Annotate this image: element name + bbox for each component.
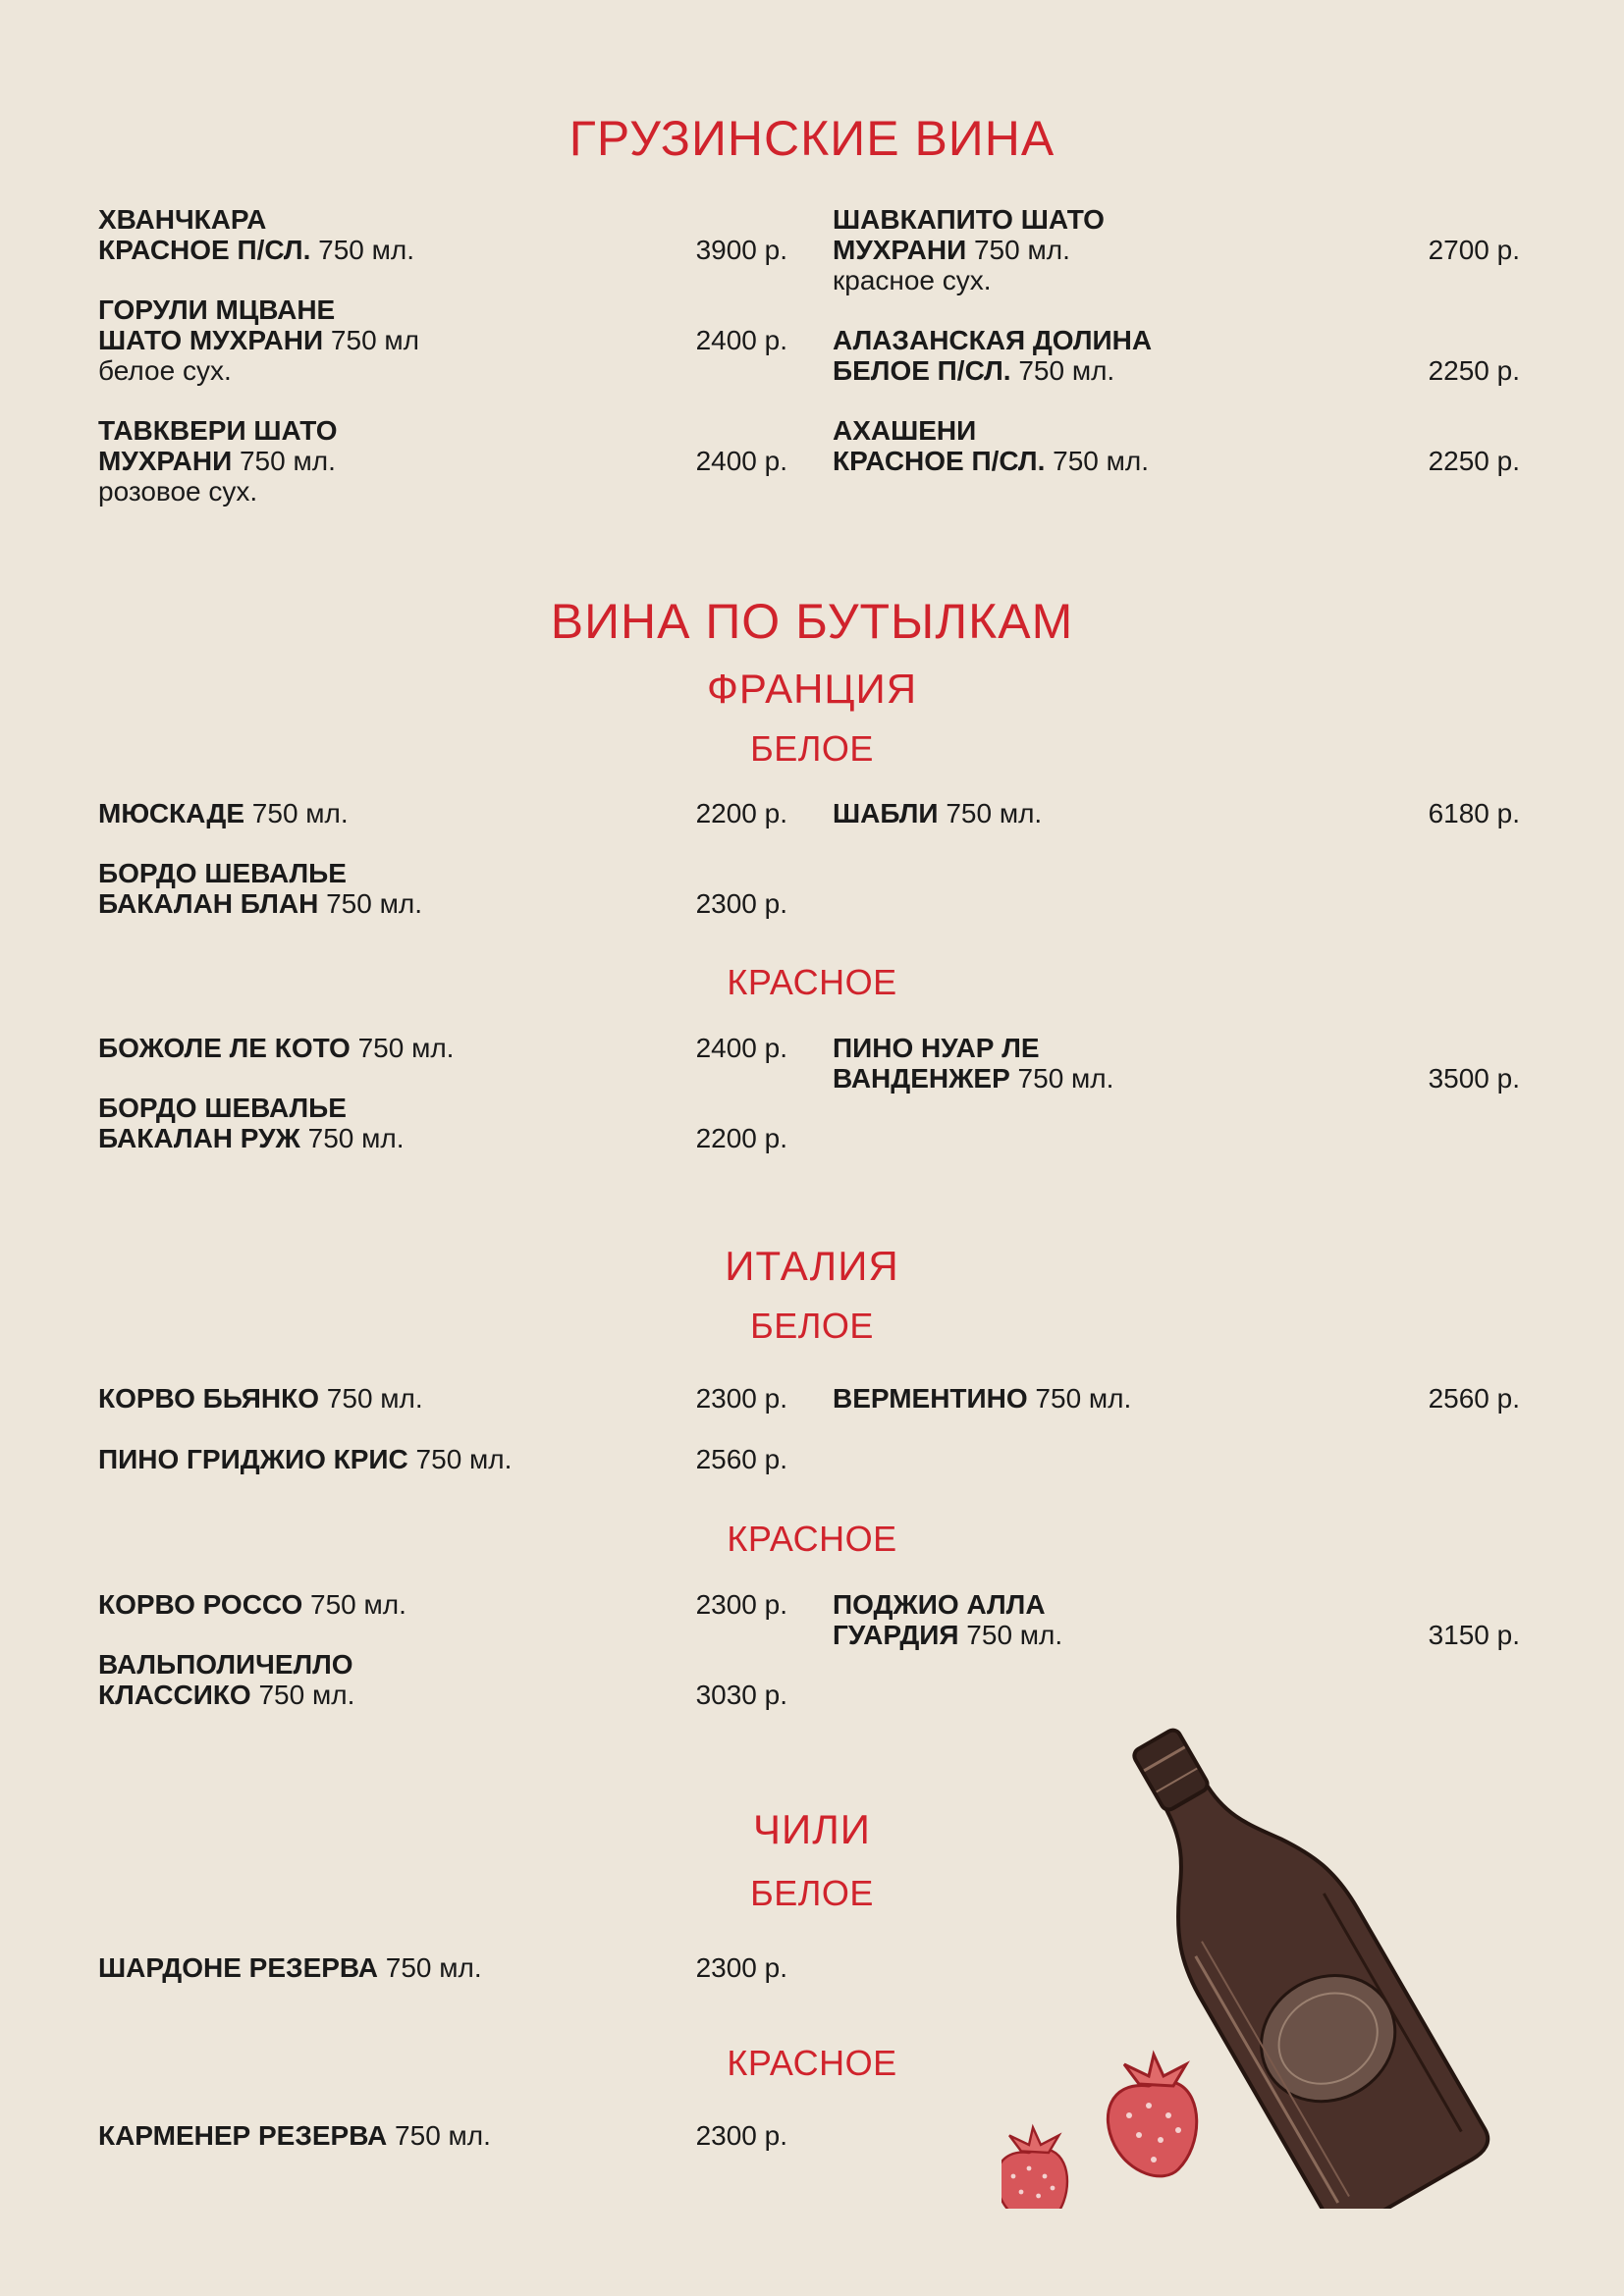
subsection-italy-red: КРАСНОЕ: [727, 1519, 897, 1559]
wine-item: ШАРДОНЕ РЕЗЕРВА 750 мл.: [98, 1952, 482, 1983]
country-title-france: ФРАНЦИЯ: [706, 666, 918, 712]
wine-price: 3900 р.: [695, 235, 787, 265]
wine-item: ПОДЖИО АЛЛА ГУАРДИЯ 750 мл.: [833, 1589, 1063, 1650]
wine-item: КОРВО РОССО 750 мл.: [98, 1589, 406, 1620]
wine-price: 2250 р.: [1428, 355, 1520, 386]
subsection-france-red: КРАСНОЕ: [727, 962, 897, 1002]
wine-item: ГОРУЛИ МЦВАНЕ ШАТО МУХРАНИ 750 мл белое сух.: [98, 294, 420, 386]
wine-price: 2400 р.: [695, 446, 787, 476]
wine-price: 2400 р.: [695, 325, 787, 355]
wine-price: 2700 р.: [1428, 235, 1520, 265]
country-title-italy: ИТАЛИЯ: [725, 1243, 899, 1289]
section-title-bottles: ВИНА ПО БУТЫЛКАМ: [550, 594, 1074, 649]
wine-price: 3500 р.: [1428, 1063, 1520, 1094]
wine-price: 2300 р.: [695, 1383, 787, 1414]
wine-price: 3150 р.: [1428, 1620, 1520, 1650]
country-title-chile: ЧИЛИ: [753, 1806, 871, 1852]
strawberry-icon: [1108, 2055, 1196, 2176]
wine-price: 6180 р.: [1428, 798, 1520, 828]
subsection-france-white: БЕЛОЕ: [750, 728, 874, 769]
wine-item: ВАЛЬПОЛИЧЕЛЛО КЛАССИКО 750 мл.: [98, 1649, 355, 1710]
wine-item: БОРДО ШЕВАЛЬЕ БАКАЛАН РУЖ 750 мл.: [98, 1093, 405, 1153]
wine-item: ШАБЛИ 750 мл.: [833, 798, 1043, 828]
wine-price: 2250 р.: [1428, 446, 1520, 476]
wine-item: КОРВО БЬЯНКО 750 мл.: [98, 1383, 423, 1414]
section-title-georgian: ГРУЗИНСКИЕ ВИНА: [568, 111, 1056, 166]
wine-price: 2560 р.: [1428, 1383, 1520, 1414]
wine-item: БОЖОЛЕ ЛЕ КОТО 750 мл.: [98, 1033, 455, 1063]
wine-item: КАРМЕНЕР РЕЗЕРВА 750 мл.: [98, 2120, 491, 2151]
wine-item: ПИНО НУАР ЛЕ ВАНДЕНЖЕР 750 мл.: [833, 1033, 1114, 1094]
wine-item: ВЕРМЕНТИНО 750 мл.: [833, 1383, 1132, 1414]
strawberry-icon: [1001, 2127, 1067, 2209]
wine-price: 2200 р.: [695, 1123, 787, 1153]
subsection-chile-white: БЕЛОЕ: [750, 1873, 874, 1913]
wine-price: 2300 р.: [695, 1952, 787, 1983]
wine-item: ТАВКВЕРИ ШАТО МУХРАНИ 750 мл. розовое сух.: [98, 415, 338, 507]
wine-price: 2400 р.: [695, 1033, 787, 1063]
subsection-chile-red: КРАСНОЕ: [727, 2043, 897, 2083]
wine-item: ПИНО ГРИДЖИО КРИС 750 мл.: [98, 1444, 513, 1474]
wine-item: МЮСКАДЕ 750 мл.: [98, 798, 349, 828]
wine-price: 3030 р.: [695, 1680, 787, 1710]
wine-price: 2300 р.: [695, 2120, 787, 2151]
wine-price: 2560 р.: [695, 1444, 787, 1474]
wine-item: АХАШЕНИ КРАСНОЕ П/СЛ. 750 мл.: [833, 415, 1150, 476]
wine-price: 2300 р.: [695, 888, 787, 919]
wine-item: БОРДО ШЕВАЛЬЕ БАКАЛАН БЛАН 750 мл.: [98, 858, 422, 919]
wine-item: АЛАЗАНСКАЯ ДОЛИНА БЕЛОЕ П/СЛ. 750 мл.: [833, 325, 1153, 386]
wine-item: ШАВКАПИТО ШАТО МУХРАНИ 750 мл. красное сух.: [833, 204, 1105, 295]
wine-price: 2300 р.: [695, 1589, 787, 1620]
wine-item: ХВАНЧКАРА КРАСНОЕ П/СЛ. 750 мл.: [98, 204, 415, 265]
subsection-italy-white: БЕЛОЕ: [750, 1306, 874, 1346]
wine-price: 2200 р.: [695, 798, 787, 828]
wine-bottle-illustration: [1001, 1688, 1561, 2209]
